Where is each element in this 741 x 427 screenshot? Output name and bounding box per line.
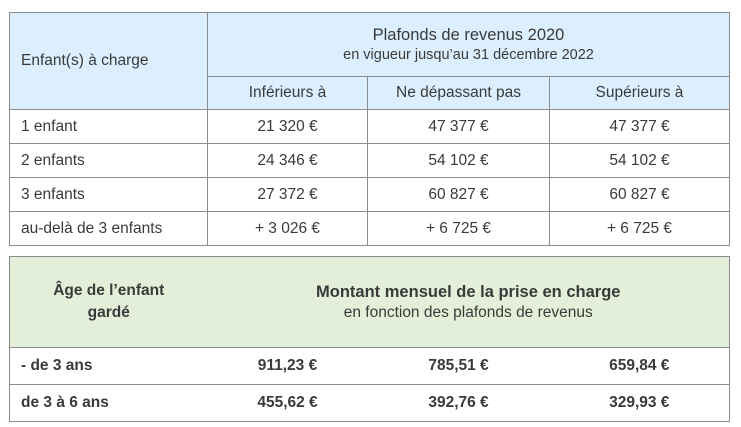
table-cell: 47 377 € — [368, 110, 550, 144]
table-cell: 54 102 € — [550, 144, 730, 178]
age-header-line1: Âge de l’enfant — [53, 282, 165, 299]
row-label: au-delà de 3 enfants — [10, 212, 208, 246]
row-label: 1 enfant — [10, 110, 208, 144]
table-cell: 392,76 € — [368, 385, 550, 422]
table-cell: 21 320 € — [208, 110, 368, 144]
table-cell: 911,23 € — [208, 348, 368, 385]
column-header-not-exceeding: Ne dépassant pas — [368, 77, 550, 110]
monthly-amount-title: Montant mensuel de la prise en charge — [316, 282, 621, 301]
table-row — [10, 178, 730, 212]
table-row — [10, 110, 730, 144]
table-cell: 329,93 € — [550, 385, 730, 422]
table-row — [10, 385, 730, 422]
monthly-amount-table — [9, 256, 730, 422]
income-ceiling-title: Plafonds de revenus 2020 — [372, 26, 565, 44]
monthly-amount-subtitle: en fonction des plafonds de revenus — [343, 303, 593, 321]
row-label: - de 3 ans — [10, 348, 208, 385]
table-row — [10, 348, 730, 385]
income-ceiling-title-cell — [208, 13, 730, 77]
income-ceiling-subtitle: en vigueur jusqu’au 31 décembre 2022 — [343, 47, 594, 63]
table-cell: + 6 725 € — [368, 212, 550, 246]
table-cell: 60 827 € — [550, 178, 730, 212]
table-cell: 27 372 € — [208, 178, 368, 212]
children-header: Enfant(s) à charge — [10, 13, 208, 110]
table-cell: + 6 725 € — [550, 212, 730, 246]
column-header-lower: Inférieurs à — [208, 77, 368, 110]
table-cell: 785,51 € — [368, 348, 550, 385]
table-row — [10, 212, 730, 246]
table-cell: 60 827 € — [368, 178, 550, 212]
column-header-higher: Supérieurs à — [550, 77, 730, 110]
table-cell: 659,84 € — [550, 348, 730, 385]
row-label: 2 enfants — [10, 144, 208, 178]
income-ceiling-table — [9, 12, 730, 246]
age-header-line2: gardé — [87, 304, 130, 321]
table-cell: + 3 026 € — [208, 212, 368, 246]
row-label: de 3 à 6 ans — [10, 385, 208, 422]
table-cell: 455,62 € — [208, 385, 368, 422]
table-cell: 24 346 € — [208, 144, 368, 178]
table-cell: 47 377 € — [550, 110, 730, 144]
monthly-amount-title-cell — [208, 257, 730, 348]
table-row — [10, 144, 730, 178]
age-header — [10, 257, 208, 348]
row-label: 3 enfants — [10, 178, 208, 212]
table-cell: 54 102 € — [368, 144, 550, 178]
